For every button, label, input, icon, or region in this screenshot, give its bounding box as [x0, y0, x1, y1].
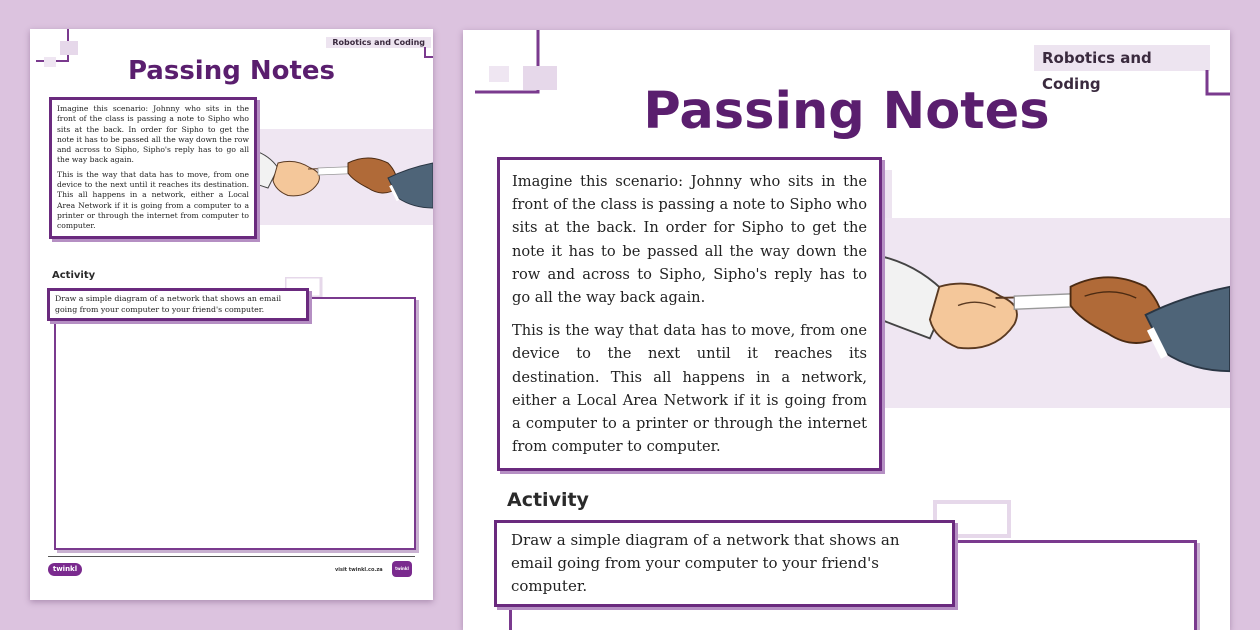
scenario-paragraph-1: Imagine this scenario: Johnny who sits in the front of the class is passing a note to Sipho who sits at the back. In order for Sipho to get the note it has to be passed all the way down the row and across to Sipho, Sipho's reply has to go all the way back again.: [57, 104, 249, 165]
twinkl-logo: twinkl: [48, 563, 82, 576]
passing-note-hands-illustration: [248, 133, 433, 221]
worksheet-zoomed: [463, 30, 1230, 630]
activity-heading: Activity: [507, 489, 589, 511]
passing-note-hands-illustration: [883, 222, 1230, 404]
scenario-textbox: [49, 97, 257, 239]
footer-badge: twinkl: [392, 561, 412, 577]
activity-task-box: Draw a simple diagram of a network that shows an email going from your computer to your friend's computer.: [494, 520, 955, 607]
scenario-textbox: [497, 157, 882, 471]
scenario-paragraph-2: This is the way that data has to move, from one device to the next until it reaches its destination. This all happens in a network, either a Local Area Network if it is going from a computer to a printer or through the internet from computer to computer.: [57, 169, 249, 231]
subject-tag: Robotics and Coding: [1034, 45, 1210, 71]
footer-url: visit twinkl.co.za: [335, 567, 383, 573]
worksheet-thumbnail[interactable]: [30, 29, 433, 600]
activity-task-box: Draw a simple diagram of a network that shows an email going from your computer to your friend's computer.: [47, 288, 309, 321]
scenario-paragraph-2: This is the way that data has to move, from one device to the next until it reaches its destination. This all happens in a network, either a Local Area Network if it is going from a computer to a printer or through the internet from computer to computer.: [512, 322, 867, 456]
scenario-paragraph-1: Imagine this scenario: Johnny who sits in the front of the class is passing a note to Sipho who sits at the back. In order for Sipho to get the note it has to be passed all the way down the row and across to Sipho, Sipho's reply has to go all the way back again.: [512, 173, 867, 307]
subject-tag: Robotics and Coding: [326, 37, 431, 48]
activity-heading: Activity: [52, 270, 96, 281]
drawing-area[interactable]: [54, 297, 416, 550]
page-title: Passing Notes: [643, 82, 1050, 141]
footer-divider: [48, 556, 415, 557]
page-title: Passing Notes: [127, 56, 336, 86]
